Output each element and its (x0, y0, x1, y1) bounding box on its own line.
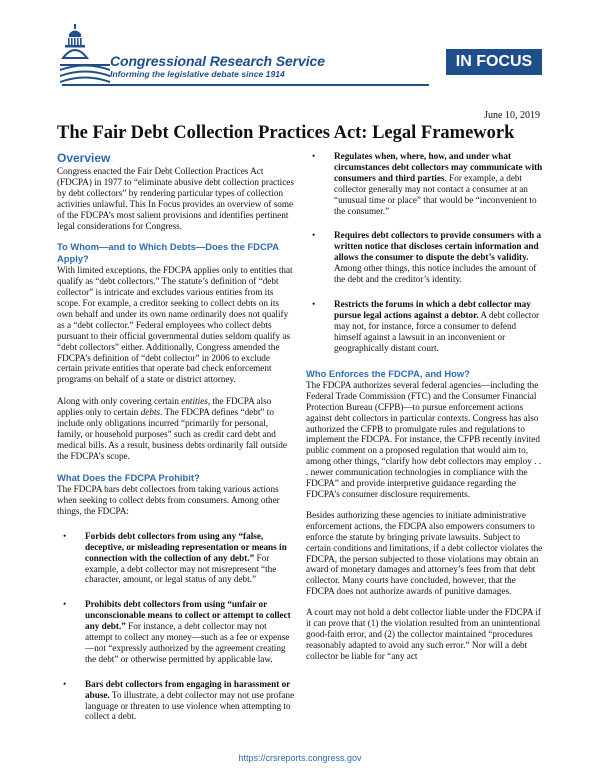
prohibit-intro: The FDCPA bars debt collectors from taking various actions when seeking to collect debts from consumers. Among other things, the FDCPA: (57, 484, 280, 516)
capitol-dome-icon (60, 20, 110, 84)
enforces-paragraph-1: The FDCPA authorizes several federal agencies—including the Federal Trade Commission (FTC) and the Consumer Financial Protection Bureau (CFPB)—to pursue enforcement actions against debt collectors in particular contexts. Congress has also authorized the CFPB to promulgate rules and regulations to implement the FDCPA. For instance, the CFPB recently invited public comment on a proposed regulation that would aim to, among other things, “clarify how debt collectors may employ . . . newer communication technologies in compliance with the FDCPA” and provide interpretive guidance regarding the FDCPA’s consumer disclosure requirements. (306, 379, 541, 499)
overview-text: Congress enacted the Fair Debt Collection Practices Act (FDCPA) in 1977 to “eliminate abusive debt collection practices by debt collectors” by rendering particular types of collection activities unlawful. This In Focus provides an overview of some of the FDCPA’s most salient provisions and identifies pertinent legal considerations for Congress. (57, 166, 294, 231)
page-title: The Fair Debt Collection Practices Act: Legal Framework (57, 123, 515, 143)
footer-url-link[interactable]: https://crsreports.congress.gov (238, 753, 362, 763)
page-header (0, 0, 600, 104)
header-rule (62, 84, 429, 86)
left-column (57, 151, 295, 732)
to-whom-heading: To Whom—and to Which Debts—Does the FDCPA Apply? (57, 241, 279, 264)
list-item: • Prohibits debt collectors from using “unfair or unconscionable means to collect or attempt to collect any debt.” For instance, a debt collector may not attempt to collect any money—such as a fee or expense—not “expressly authorized by the agreement creating the debt” or otherwise permitted by applicable law. (63, 599, 291, 664)
publication-date: June 10, 2019 (484, 110, 540, 121)
in-focus-badge: IN FOCUS (446, 49, 542, 75)
prohibit-list (57, 531, 295, 723)
list-item: • Bars debt collectors from engaging in harassment or abuse. To illustrate, a debt collector may not use profane language or threaten to use violence when attempting to collect a debt. (63, 678, 295, 722)
to-whom-paragraph-1: With limited exceptions, the FDCPA applies only to entities that qualify as “debt collectors.” The statute’s definition of “debt collector” is intricate and excludes various entities from its scope. For example, a creditor seeking to collect debts on its own behalf and under its own name ordinarily does not qualify as a “debt collector.” Federal employees who collect debts pursuant to their official governmental duties seldom qualify as “debt collectors” either. Additionally, Congress amended the FDCPA’s definition of “debt collector” in 2006 to exclude certain private entities that operate bad check enforcement programs on behalf of a state or district attorney. (57, 265, 293, 385)
to-whom-paragraph-2: Along with only covering certain entities, the FDCPA also applies only to certain debts. The FDCPA defines “debt” to include only obligations incurred “primarily for personal, family, or household purposes” such as credit card debt and medical bills. As a result, business debts ordinarily fall outside the FDCPA’s scope. (57, 396, 287, 461)
right-column (306, 151, 544, 672)
list-item: • Regulates when, where, how, and under what circumstances debt collectors may communicate with consumers and third parties. For example, a debt collector generally may not contact a consumer at an “unusual time or place” that would be “inconvenient to the consumer.” (312, 151, 543, 216)
list-item: • Requires debt collectors to provide consumers with a written notice that discloses certain information and allows the consumer to dispute the debt’s validity. Among other things, this notice includes the amount of the debt and the creditor’s identity. (312, 230, 542, 285)
list-item: • Forbids debt collectors from using any “false, deceptive, or misleading representation or means in connection with the collection of any debt.” For example, a debt collector may not misrepresent “the character, amount, or legal status of any debt.” (63, 530, 287, 585)
enforces-paragraph-2: Besides authorizing these agencies to initiate administrative enforcement actions, the FDCPA also empowers consumers to enforce the statute by bringing private lawsuits. Subject to certain conditions and limitations, if a debt collector violates the FDCPA, the person subjected to those violations may obtain an award of monetary damages and attorney’s fees from that debt collector. Many courts have concluded, however, that the FDCPA does not authorize awards of punitive damages. (306, 509, 543, 597)
prohibit-heading: What Does the FDCPA Prohibit? (57, 471, 200, 483)
enforces-heading: Who Enforces the FDCPA, and How? (306, 367, 470, 379)
list-item: • Restricts the forums in which a debt collector may pursue legal actions against a debtor. A debt collector may not, for instance, force a consumer to defend himself against a lawsuit in an inconvenient or geographically distant court. (312, 298, 540, 353)
org-name: Congressional Research Service (110, 53, 325, 69)
prohibit-list-continued (306, 151, 544, 354)
enforces-paragraph-3: A court may not hold a debt collector liable under the FDCPA if it can prove that (1) the violation resulted from an unintentional good-faith error, and (2) the collector maintained “procedures reasonably adapted to avoid any such error.” Nor will a debt collector be liable for “any act (306, 607, 541, 661)
overview-heading: Overview (57, 151, 111, 165)
org-tagline: Informing the legislative debate since 1914 (110, 69, 285, 79)
